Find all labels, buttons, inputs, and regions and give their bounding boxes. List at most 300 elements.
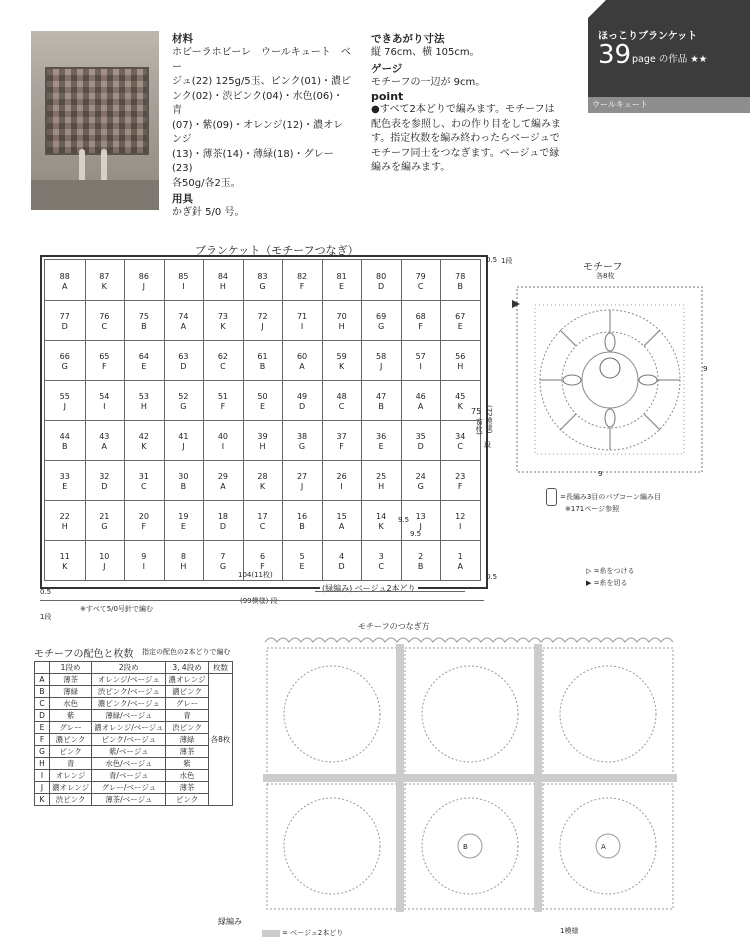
motif-color-code: E xyxy=(299,562,305,571)
motif-cell xyxy=(401,432,441,452)
motif-cell xyxy=(282,352,322,372)
motif-number: 16 xyxy=(296,512,308,521)
motif-number: 59 xyxy=(336,352,347,361)
motif-cell xyxy=(203,272,243,292)
motif-color-code: J xyxy=(182,442,185,451)
motif-number: 15 xyxy=(336,512,347,521)
color-table-subtitle: 指定の配色の2本どりで編む xyxy=(142,648,231,656)
color-table-row xyxy=(35,686,233,698)
motif-number: 21 xyxy=(99,512,110,521)
motif-color-code: A xyxy=(457,562,463,571)
color-table-row xyxy=(35,674,233,686)
motif-number: 12 xyxy=(455,512,466,521)
motif-cell xyxy=(85,272,125,292)
materials-line: ンク(02)・渋ピンク(04)・水色(06)・青 xyxy=(172,90,344,116)
motif-color-code: E xyxy=(141,362,147,371)
color-table-cell: 紫 xyxy=(50,710,92,722)
motif-color-code: B xyxy=(457,282,463,291)
motif-cell xyxy=(282,392,322,412)
motif-cell xyxy=(85,392,125,412)
motif-cell xyxy=(322,392,362,412)
motif-number: 77 xyxy=(59,312,70,321)
color-table-count: 各8枚 xyxy=(208,674,233,806)
point-line: ●すべて2本どりで編みます。モチーフは xyxy=(371,104,555,115)
motif-number: 20 xyxy=(138,512,149,521)
motif-cell xyxy=(361,512,401,532)
motif-cell xyxy=(124,512,164,532)
motif-color-code: B xyxy=(141,322,147,331)
margin-top-unit: 1段 xyxy=(501,257,513,265)
motif-color-code: F xyxy=(457,482,463,491)
point-title: point xyxy=(371,90,404,103)
motif-number: 88 xyxy=(59,272,70,281)
motif-color-code: F xyxy=(299,282,305,291)
motif-cell xyxy=(45,352,85,372)
motif-color-code: J xyxy=(419,522,422,531)
motif-number: 30 xyxy=(178,472,189,481)
motif-cell xyxy=(282,512,322,532)
motif-cell xyxy=(282,272,322,292)
motif-number: 32 xyxy=(99,472,110,481)
motif-cell xyxy=(124,392,164,412)
motif-color-code: D xyxy=(219,522,227,531)
color-table-cell: E xyxy=(35,722,50,734)
grid-row-line xyxy=(45,340,480,341)
motif-number: 48 xyxy=(336,392,347,401)
joining-motif-a: A xyxy=(601,843,606,851)
materials-line: (13)・薄茶(14)・薄緑(18)・グレー(23) xyxy=(172,148,334,174)
point-line: 配色表を参照し、わの作り目をして編みま xyxy=(371,118,561,130)
motif-cell xyxy=(440,552,480,572)
color-table-cell: 薄緑 xyxy=(50,686,92,698)
point-line: 編みを編みます。 xyxy=(371,162,451,173)
edge-swatch xyxy=(262,930,280,937)
color-table-row xyxy=(35,794,233,806)
motif-number: 79 xyxy=(415,272,426,281)
motif-bottom-label: 9 xyxy=(598,470,603,478)
color-table-cell: 青/ベージュ xyxy=(92,770,166,782)
color-table-cell: H xyxy=(35,758,50,770)
legend-ref: ※171ページ参照 xyxy=(565,505,620,513)
brand-label: ウールキュート xyxy=(588,97,750,113)
motif-cell xyxy=(164,432,204,452)
color-table-cell: J xyxy=(35,782,50,794)
motif-number: 80 xyxy=(376,272,387,281)
repeat-label: 1模様 xyxy=(560,927,579,935)
motif-number: 57 xyxy=(415,352,426,361)
motif-number: 81 xyxy=(336,272,347,281)
motif-number: 46 xyxy=(415,392,426,401)
motif-cell xyxy=(440,272,480,292)
motif-count: 各8枚 xyxy=(596,272,615,280)
grid-row-line xyxy=(45,500,480,501)
motif-number: 22 xyxy=(59,512,70,521)
color-table-cell: B xyxy=(35,686,50,698)
motif-cell xyxy=(124,472,164,492)
motif-cell xyxy=(243,512,283,532)
motif-cell xyxy=(203,352,243,372)
motif-color-code: A xyxy=(220,482,226,491)
color-table-cell: 青 xyxy=(166,710,208,722)
motif-color-code: I xyxy=(419,362,422,371)
motif-number: 61 xyxy=(257,352,268,361)
color-table-cell: 渋ピンク xyxy=(166,722,208,734)
motif-color-code: I xyxy=(340,482,343,491)
motif-cell xyxy=(282,552,322,572)
motif-number: 45 xyxy=(455,392,466,401)
height-count: (8枚) xyxy=(475,418,483,435)
grid-row-line xyxy=(45,540,480,541)
color-table-cell: 水色 xyxy=(50,698,92,710)
motif-number: 78 xyxy=(455,272,466,281)
color-table-row xyxy=(35,710,233,722)
motif-cell xyxy=(45,512,85,532)
motif-cell xyxy=(85,512,125,532)
motif-cell xyxy=(322,552,362,572)
motif-color-code: F xyxy=(260,562,265,571)
motif-number: 56 xyxy=(455,352,466,361)
motif-color-code: J xyxy=(142,282,146,291)
color-table-cell: 薄茶 xyxy=(166,782,208,794)
color-table-header: 3, 4段め xyxy=(166,662,208,674)
motif-number: 64 xyxy=(138,352,149,361)
motif-cell xyxy=(124,312,164,332)
motif-side-label: 9 xyxy=(703,365,708,373)
motif-cell xyxy=(164,392,204,412)
motif-number: 3 xyxy=(378,552,384,561)
motif-color-code: E xyxy=(180,522,186,531)
color-table-cell: 薄緑/ベージュ xyxy=(92,710,166,722)
color-table-row xyxy=(35,734,233,746)
popcorn-icon xyxy=(546,488,557,506)
motif-cell xyxy=(85,312,125,332)
gauge-title: ゲージ xyxy=(371,62,403,75)
motif-color-code: H xyxy=(259,442,266,451)
motif-cell xyxy=(440,312,480,332)
motif-number: 1 xyxy=(457,552,463,561)
height-label: 75 xyxy=(471,407,482,416)
count-label: 104(11枚) xyxy=(238,571,273,579)
motif-color-code: A xyxy=(180,322,187,331)
color-table-header xyxy=(35,662,50,674)
color-table-cell: 濃オレンジ xyxy=(50,782,92,794)
motif-number: 65 xyxy=(99,352,110,361)
motif-number: 14 xyxy=(376,512,387,521)
color-table-cell: 濃オレンジ/ベージュ xyxy=(92,722,166,734)
motif-number: 23 xyxy=(455,472,466,481)
motif-cell xyxy=(322,512,362,532)
motif-cell xyxy=(322,352,362,372)
color-table-row xyxy=(35,770,233,782)
motif-number: 53 xyxy=(138,392,149,401)
motif-cell xyxy=(322,472,362,492)
motif-size-v: 9.5 xyxy=(398,516,410,524)
grid-row-line xyxy=(45,460,480,461)
motif-number: 25 xyxy=(376,472,387,481)
color-table-row xyxy=(35,746,233,758)
motif-color-code: F xyxy=(339,442,344,451)
color-table-header: 2段め xyxy=(92,662,166,674)
motif-number: 72 xyxy=(257,312,268,321)
motif-color-code: E xyxy=(457,322,463,331)
motif-number: 35 xyxy=(415,432,426,441)
series-title: ほっこりブランケット xyxy=(598,31,698,42)
motif-color-code: E xyxy=(378,442,384,451)
motif-number: 54 xyxy=(99,392,110,401)
color-table-cell: オレンジ xyxy=(50,770,92,782)
motif-number: 86 xyxy=(138,272,149,281)
grid-row-line xyxy=(45,300,480,301)
motif-color-code: B xyxy=(299,522,305,531)
motif-cell xyxy=(243,552,283,572)
border-dim-line xyxy=(315,591,465,592)
motif-number: 66 xyxy=(59,352,70,361)
motif-cell xyxy=(282,432,322,452)
motif-cell xyxy=(401,392,441,412)
motif-cell xyxy=(203,472,243,492)
motif-color-code: K xyxy=(338,362,345,371)
motif-color-code: H xyxy=(61,522,68,531)
motif-color-code: I xyxy=(103,402,106,411)
motif-color-code: D xyxy=(338,562,345,571)
materials-line: ジュ(22) 125g/5玉、ピンク(01)・濃ピ xyxy=(172,76,351,87)
motif-number: 84 xyxy=(217,272,229,281)
materials-block xyxy=(172,31,352,221)
width-dim-line xyxy=(40,600,484,601)
motif-cell xyxy=(361,472,401,492)
needle-note: ※すべて5/0号針で編む xyxy=(80,605,153,613)
motif-size-h: 9.5 xyxy=(410,530,422,538)
motif-color-code: F xyxy=(220,402,226,411)
color-table-cell: 濃ピンク xyxy=(166,686,208,698)
color-table-cell: 薄茶 xyxy=(166,746,208,758)
motif-cell xyxy=(401,272,441,292)
motif-cell xyxy=(243,432,283,452)
motif-color-code: I xyxy=(221,442,225,451)
motif-color-code: K xyxy=(141,442,147,451)
color-table-cell: 紫 xyxy=(166,758,208,770)
motif-cell xyxy=(45,312,85,332)
motif-color-code: I xyxy=(182,282,185,291)
motif-color-code: A xyxy=(338,522,345,531)
motif-color-code: C xyxy=(141,482,147,491)
motif-color-code: D xyxy=(378,282,385,291)
motif-color-code: G xyxy=(180,402,187,411)
page-number: 39 xyxy=(598,40,632,70)
motif-title: モチーフ xyxy=(583,262,623,273)
motif-cell xyxy=(243,312,283,332)
color-table-title: モチーフの配色と枚数 xyxy=(34,649,134,660)
motif-number: 5 xyxy=(299,552,305,561)
motif-cell xyxy=(401,472,441,492)
motif-color-code: B xyxy=(417,562,424,571)
legend-attach: ▷ =糸をつける xyxy=(586,567,635,575)
color-table-cell: 水色/ベージュ xyxy=(92,758,166,770)
motif-color-code: H xyxy=(219,282,226,291)
motif-cell xyxy=(164,312,204,332)
motif-number: 87 xyxy=(99,272,110,281)
motif-number: 37 xyxy=(336,432,347,441)
motif-cell xyxy=(45,472,85,492)
motif-cell xyxy=(85,552,125,572)
finished-size: 縦 76cm、横 105cm。 xyxy=(371,47,480,58)
color-table-cell: ピンク xyxy=(166,794,208,806)
motif-color-code: H xyxy=(140,402,147,411)
motif-number: 17 xyxy=(257,512,268,521)
motif-cell xyxy=(361,272,401,292)
motif-cell xyxy=(45,392,85,412)
motif-cell xyxy=(361,352,401,372)
motif-cell xyxy=(361,392,401,412)
motif-diagram xyxy=(510,280,710,480)
motif-number: 28 xyxy=(257,472,268,481)
motif-color-code: E xyxy=(339,282,345,291)
motif-cell xyxy=(361,312,401,332)
motif-cell xyxy=(243,472,283,492)
motif-number: 70 xyxy=(336,312,347,321)
motif-number: 85 xyxy=(178,272,189,281)
motif-number: 62 xyxy=(217,352,229,361)
motif-color-code: C xyxy=(378,562,384,571)
motif-number: 63 xyxy=(178,352,189,361)
blanket-title: ブランケット（モチーフつなぎ） xyxy=(195,244,359,257)
motif-number: 40 xyxy=(217,432,229,441)
color-table-cell: 薄茶 xyxy=(50,674,92,686)
motif-color-code: E xyxy=(259,402,266,411)
motif-color-code: H xyxy=(338,322,345,331)
motif-color-code: J xyxy=(261,322,264,331)
color-table-cell: 濃ピンク xyxy=(50,734,92,746)
border-label: (緑編み) ベージュ2本どり xyxy=(322,584,416,593)
motif-number: 33 xyxy=(59,472,70,481)
color-table-cell: F xyxy=(35,734,50,746)
motif-cell xyxy=(85,432,125,452)
point-line: す。指定枚数を編み終わったらベージュで xyxy=(371,133,560,144)
motif-color-code: D xyxy=(180,362,187,371)
color-table-row xyxy=(35,758,233,770)
motif-number: 60 xyxy=(296,352,308,361)
motif-number: 18 xyxy=(217,512,229,521)
point-text xyxy=(371,103,586,176)
motif-number: 52 xyxy=(178,392,189,401)
grid-row-line xyxy=(45,380,480,381)
motif-number: 8 xyxy=(180,552,186,561)
margin-left-unit: 1段 xyxy=(40,613,52,621)
motif-cell xyxy=(203,392,243,412)
materials-line: 各50g/各2玉。 xyxy=(172,177,241,189)
motif-number: 9 xyxy=(141,552,147,561)
color-table-cell: 渋ピンク xyxy=(50,794,92,806)
motif-color-code: E xyxy=(62,482,68,491)
motif-color-code: K xyxy=(101,282,107,291)
motif-color-code: G xyxy=(101,522,108,531)
legend-popcorn: =長編み3目のパプコーン編み目 xyxy=(560,493,661,501)
point-line: モチーフ同士をつなぎます。ベージュで縁 xyxy=(371,147,560,159)
color-table-cell: グレー/ベージュ xyxy=(92,782,166,794)
motif-number: 6 xyxy=(259,552,266,561)
motif-color-code: A xyxy=(62,282,68,291)
motif-number: 43 xyxy=(99,432,110,441)
motif-number: 29 xyxy=(217,472,229,481)
motif-cell xyxy=(164,512,204,532)
materials-line: (07)・紫(09)・オレンジ(12)・濃オレンジ xyxy=(172,119,344,145)
motif-cell xyxy=(322,272,362,292)
color-table-row xyxy=(35,722,233,734)
motif-color-code: K xyxy=(62,562,68,571)
color-table xyxy=(34,661,233,806)
motif-color-code: A xyxy=(417,402,424,411)
motif-number: 68 xyxy=(415,312,426,321)
motif-color-code: C xyxy=(220,362,226,371)
motif-color-code: C xyxy=(259,522,266,531)
grid-row-line xyxy=(45,420,480,421)
motif-color-code: D xyxy=(61,322,68,331)
color-table-cell: 紫/ベージュ xyxy=(92,746,166,758)
motif-cell xyxy=(440,472,480,492)
motif-color-code: A xyxy=(299,362,305,371)
motif-number: 4 xyxy=(339,552,345,561)
motif-cell xyxy=(440,432,480,452)
motif-color-code: K xyxy=(457,402,463,411)
motif-color-code: G xyxy=(219,562,227,571)
motif-cell xyxy=(361,552,401,572)
blanket-photo xyxy=(31,31,159,210)
motif-cell xyxy=(164,472,204,492)
motif-number: 42 xyxy=(138,432,149,441)
motif-cell xyxy=(124,552,164,572)
color-table-cell: 薄茶/ベージュ xyxy=(92,794,166,806)
legend-cut: ▶ =糸を切る xyxy=(586,579,628,587)
motif-number: 73 xyxy=(217,312,229,321)
joining-diagram xyxy=(255,634,695,916)
motif-cell xyxy=(85,352,125,372)
color-table-cell: A xyxy=(35,674,50,686)
motif-color-code: I xyxy=(459,522,462,531)
motif-number: 11 xyxy=(59,552,70,561)
motif-color-code: G xyxy=(259,282,266,291)
height-side2: 段 xyxy=(484,441,491,449)
motif-color-code: C xyxy=(338,402,345,411)
margin-top: 0.5 xyxy=(486,256,498,264)
color-table-cell: ピンク/ベージュ xyxy=(92,734,166,746)
motif-color-code: H xyxy=(180,562,187,571)
color-table-cell: グレー xyxy=(166,698,208,710)
motif-number: 83 xyxy=(257,272,268,281)
motif-number: 34 xyxy=(455,432,466,441)
color-table-cell: 濃オレンジ xyxy=(166,674,208,686)
page-suffix: page の作品 ★★ xyxy=(632,54,708,65)
motif-cell xyxy=(85,472,125,492)
color-table-row xyxy=(35,698,233,710)
motif-number: 82 xyxy=(296,272,308,281)
motif-number: 67 xyxy=(455,312,466,321)
motif-cell xyxy=(282,312,322,332)
motif-number: 10 xyxy=(99,552,110,561)
color-table-header: 枚数 xyxy=(208,662,233,674)
motif-color-code: B xyxy=(378,402,384,411)
color-table-cell: 水色 xyxy=(166,770,208,782)
motif-number: 71 xyxy=(296,312,308,321)
motif-cell xyxy=(45,432,85,452)
motif-color-code: K xyxy=(259,482,266,491)
motif-color-code: G xyxy=(417,482,424,491)
color-table-cell: 薄緑 xyxy=(166,734,208,746)
color-table-cell: D xyxy=(35,710,50,722)
color-table-cell: K xyxy=(35,794,50,806)
motif-cell xyxy=(203,312,243,332)
motif-cell xyxy=(322,312,362,332)
motif-color-code: F xyxy=(141,522,147,531)
